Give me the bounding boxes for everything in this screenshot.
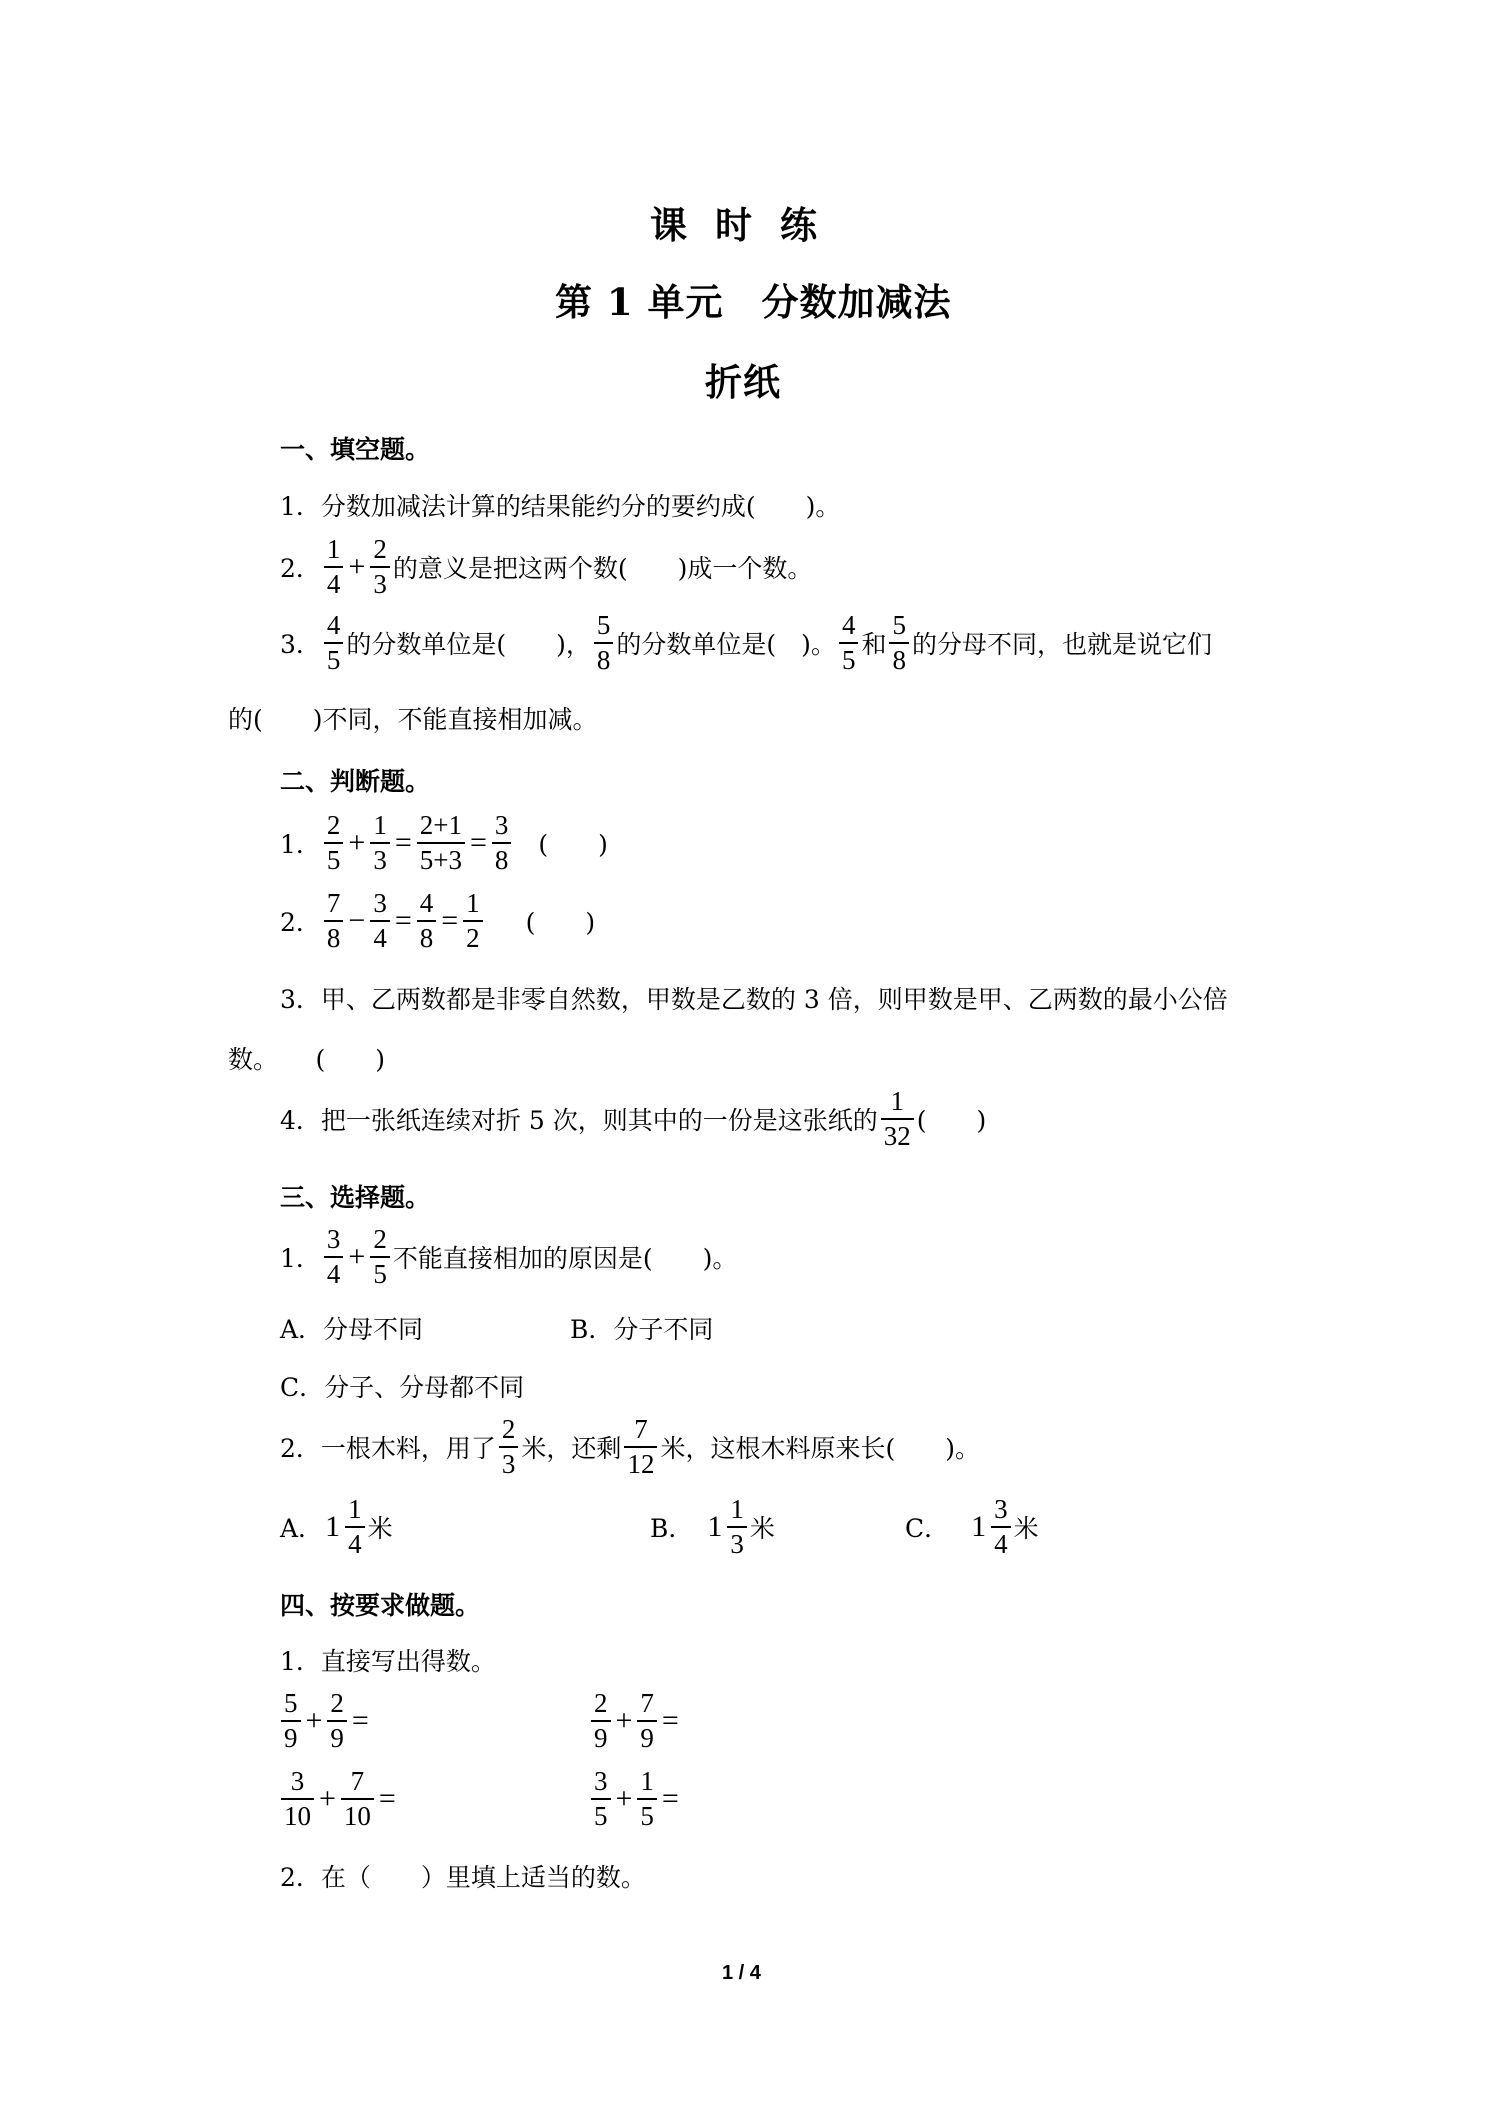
section-heading-fill-blank: 一、填空题。	[280, 435, 431, 464]
question-1-1: 1．分数加减法计算的结果能约分的要约成( )。	[280, 492, 841, 521]
question-1-3: 3． 4 5 的分数单位是( )， 5 8 的分数单位是( )。 4 5 和 5 8 的分母不同，也就是说它们	[280, 610, 1212, 675]
answer-blank: ( )	[916, 1106, 987, 1135]
fraction: 1 32	[881, 1088, 914, 1150]
fraction: 7 8	[324, 890, 344, 952]
question-2-3-cont: 数。 ( )	[228, 1045, 386, 1074]
fraction: 2 5	[324, 812, 344, 874]
section-heading-judge: 二、判断题。	[280, 767, 431, 796]
fraction: $\frac{2+1}{5+3}$	[417, 812, 465, 874]
fraction: $\frac{3}{4}$	[370, 890, 390, 952]
question-1-2: 2． 1 4 + $\frac{2}{3}$ 的意义是把这两个数( )成一个数。	[280, 534, 813, 599]
fraction: $\frac{7}{10}$	[341, 1768, 374, 1830]
section-heading-tasks: 四、按要求做题。	[280, 1591, 481, 1620]
fraction: 4 5	[324, 612, 344, 674]
fraction: $\frac{1}{3}$	[370, 812, 390, 874]
question-4-2: 2．在（ ）里填上适当的数。	[280, 1863, 646, 1892]
question-2-4: 4．把一张纸连续对折 5 次，则其中的一份是这张纸的 1 32 ( )	[280, 1086, 987, 1151]
section-heading-choice: 三、选择题。	[280, 1183, 431, 1212]
fraction: $\frac{1}{5}$	[637, 1768, 657, 1830]
question-1-3-cont: 的( )不同，不能直接相加减。	[228, 705, 598, 734]
fraction: 3 4	[991, 1496, 1011, 1558]
fraction: 1 3	[727, 1496, 747, 1558]
question-2-1: 1． 2 5 + $\frac{1}{3}$ = $\frac{2+1}{5+3}$ = $\frac{3}{8}$ ( )	[280, 810, 608, 875]
answer-blank: ( )	[538, 830, 608, 859]
calc-3: 3 10 + $\frac{7}{10}$ =	[278, 1768, 398, 1830]
fraction: 5 8	[594, 612, 614, 674]
option-3-1-c: C．分子、分母都不同	[280, 1373, 525, 1402]
fraction: 3 5	[591, 1768, 611, 1830]
lesson-title: 折纸	[705, 360, 781, 404]
question-2-3: 3．甲、乙两数都是非零自然数，甲数是乙数的 3 倍，则甲数是甲、乙两数的最小公倍	[280, 985, 1228, 1014]
fraction: $\frac{2}{9}$	[327, 1690, 347, 1752]
calc-4: 3 5 + $\frac{1}{5}$ =	[588, 1768, 681, 1830]
option-3-1-a: A．分母不同	[280, 1315, 424, 1344]
option-3-2-b: B． 1 1 3 米	[650, 1494, 775, 1559]
option-3-2-c: C． 1 3 4 米	[905, 1494, 1039, 1559]
fraction: 3 4	[324, 1226, 344, 1288]
option-3-1-b: B．分子不同	[570, 1315, 714, 1344]
fraction: 5 8	[889, 612, 909, 674]
question-2-2: 2． 7 8 − $\frac{3}{4}$ = $\frac{4}{8}$ = $\frac{1}{2}$ ( )	[280, 888, 596, 953]
fraction: $\frac{2}{3}$	[370, 536, 390, 598]
fraction: 2 3	[499, 1416, 519, 1478]
fraction: 5 9	[281, 1690, 301, 1752]
calc-1: 5 9 + $\frac{2}{9}$ =	[278, 1690, 371, 1752]
fraction: $\frac{3}{8}$	[492, 812, 512, 874]
question-4-1: 1．直接写出得数。	[280, 1647, 496, 1676]
fraction: $\frac{4}{8}$	[417, 890, 437, 952]
fraction: 7 12	[624, 1416, 657, 1478]
fraction: $\frac{7}{9}$	[637, 1690, 657, 1752]
question-3-2: 2．一根木料，用了 2 3 米，还剩 7 12 米，这根木料原来长( )。	[280, 1414, 980, 1479]
answer-blank: ( )	[525, 908, 596, 937]
fraction: 4 5	[839, 612, 859, 674]
fraction: $\frac{2}{5}$	[370, 1226, 390, 1288]
option-3-2-a: A． 1 1 4 米	[280, 1494, 393, 1559]
fraction: 1 4	[324, 536, 344, 598]
worksheet-title: 课时练	[650, 203, 845, 247]
unit-title: 第 1 单元 分数加减法	[555, 280, 952, 324]
page-number: 1 / 4	[722, 1962, 761, 1984]
fraction: 1 4	[345, 1496, 365, 1558]
calc-2: 2 9 + $\frac{7}{9}$ =	[588, 1690, 681, 1752]
fraction: $\frac{1}{2}$	[463, 890, 483, 952]
question-3-1: 1． 3 4 + $\frac{2}{5}$ 不能直接相加的原因是( )。	[280, 1224, 738, 1289]
fraction: 3 10	[281, 1768, 314, 1830]
fraction: 2 9	[591, 1690, 611, 1752]
